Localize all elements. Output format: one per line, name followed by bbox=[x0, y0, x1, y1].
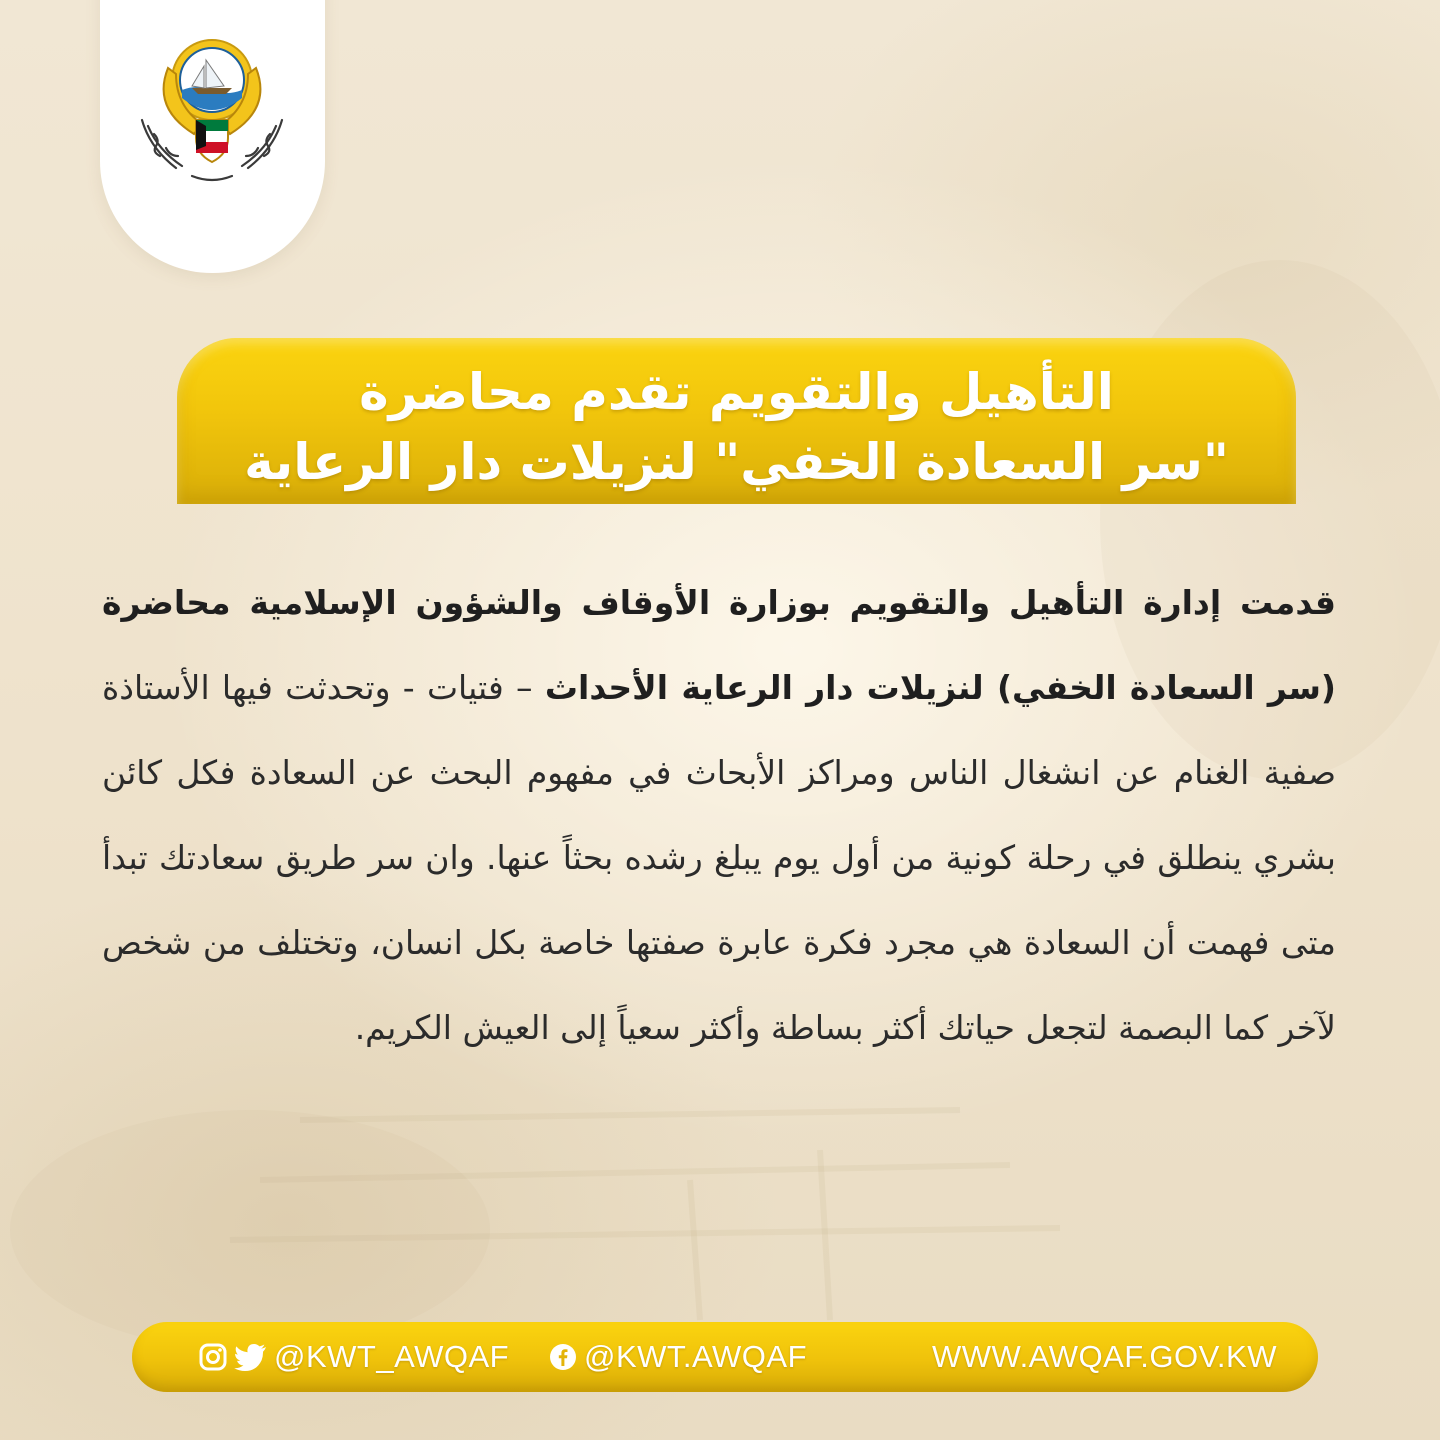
title-line-1: التأهيل والتقويم تقدم محاضرة bbox=[359, 363, 1114, 421]
website-url: WWW.AWQAF.GOV.KW bbox=[932, 1339, 1277, 1374]
instagram-twitter-handle: @KWT_AWQAF bbox=[274, 1339, 510, 1374]
ministry-logo-card bbox=[100, 0, 325, 273]
article-body bbox=[102, 560, 1336, 1070]
footer-contact-bar bbox=[132, 1322, 1318, 1392]
title-line-2: "سر السعادة الخفي" لنزيلات دار الرعاية bbox=[244, 433, 1229, 491]
article-rest: – فتيات - وتحدثت فيها الأستاذة صفية الغنام عن انشغال الناس ومراكز الأبحاث في مفهوم البحث عن السعادة فكل كائن بشري ينطلق في رحلة كونية من أول يوم يبلغ رشده بحثاً عنها. وان سر طريق سعادتك تبدأ متى فهمت أن السعادة هي مجرد فكرة عابرة صفتها خاصة بكل انسان، وتختلف من شخص لآخر كما البصمة لتجعل حياتك أكثر بساطة وأكثر سعياً إلى العيش الكريم. bbox=[102, 668, 1336, 1047]
facebook-link[interactable] bbox=[548, 1322, 807, 1392]
article-intro: قدمت إدارة التأهيل والتقويم بوزارة الأوقاف والشؤون الإسلامية محاضرة bbox=[102, 583, 1336, 622]
title-banner bbox=[177, 338, 1296, 504]
instagram-twitter-link[interactable] bbox=[198, 1322, 509, 1392]
instagram-icon bbox=[198, 1342, 228, 1372]
twitter-icon bbox=[234, 1342, 268, 1372]
facebook-icon bbox=[548, 1342, 578, 1372]
facebook-handle: @KWT.AWQAF bbox=[584, 1339, 808, 1374]
ministry-emblem-logo bbox=[132, 38, 292, 198]
lecture-name: (سر السعادة الخفي) لنزيلات دار الرعاية الأحداث bbox=[544, 668, 1336, 707]
website-link[interactable] bbox=[932, 1322, 1277, 1392]
